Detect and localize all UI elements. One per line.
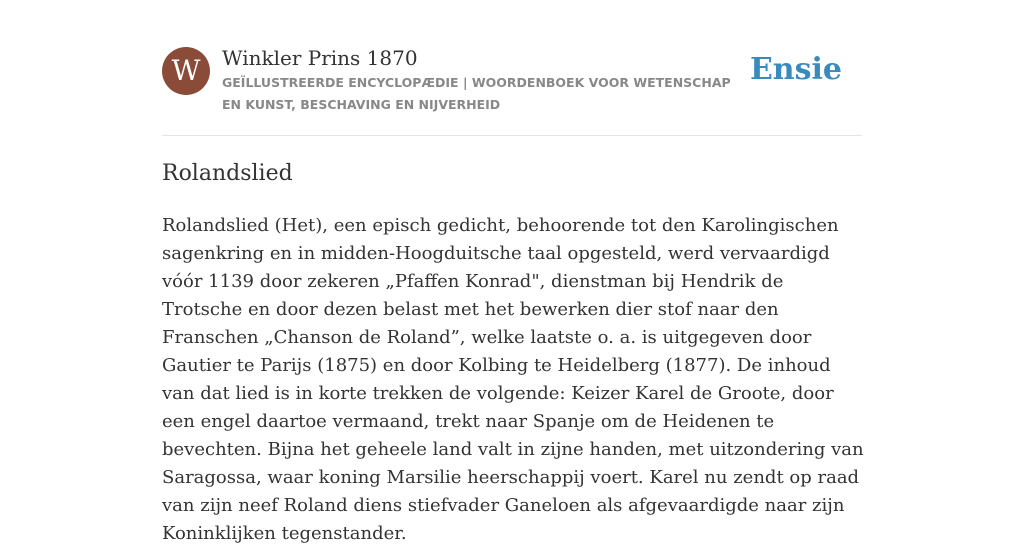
ensie-logo[interactable]: Ensie — [749, 52, 842, 87]
source-subtitle: GEÏLLUSTREERDE ENCYCLOPÆDIE | WOORDENBOEK VOOR WETENSCHAP EN KUNST, BESCHAVING EN NIJVERHEID — [222, 75, 731, 112]
source-avatar: W — [162, 47, 210, 95]
source-title[interactable]: Winkler Prins 1870 — [222, 46, 418, 70]
article-body: Rolandslied (Het), een episch gedicht, behoorende tot den Karolingischen sagenkring en in midden-Hoogduitsche taal opgesteld, werd vervaardigd vóór 1139 door zekeren „Pfaffen Konrad", dienstman bij Hendrik de Trotsche en door dezen belast met het bewerken dier stof naar den Franschen „Chanson de Roland”, welke laatste o. a. is uitgegeven door Gautier te Parijs (1875) en door Kolbing te Heidelberg (1877). De inhoud van dat lied is in korte trekken de volgende: Keizer Karel de Groote, door een engel daartoe vermaand, trekt naar Spanje om de Heidenen te bevechten. Bijna het geheele land valt in zijne handen, met uitzondering van Saragossa, waar koning Marsilie heerschappij voert. Karel nu zendt op raad van zijn neef Roland diens stiefvader Ganeloen als afgevaardigde naar zijn Koninklijken tegenstander. — [162, 215, 864, 544]
article-title: Rolandslied — [162, 161, 293, 186]
source-header — [162, 46, 862, 136]
